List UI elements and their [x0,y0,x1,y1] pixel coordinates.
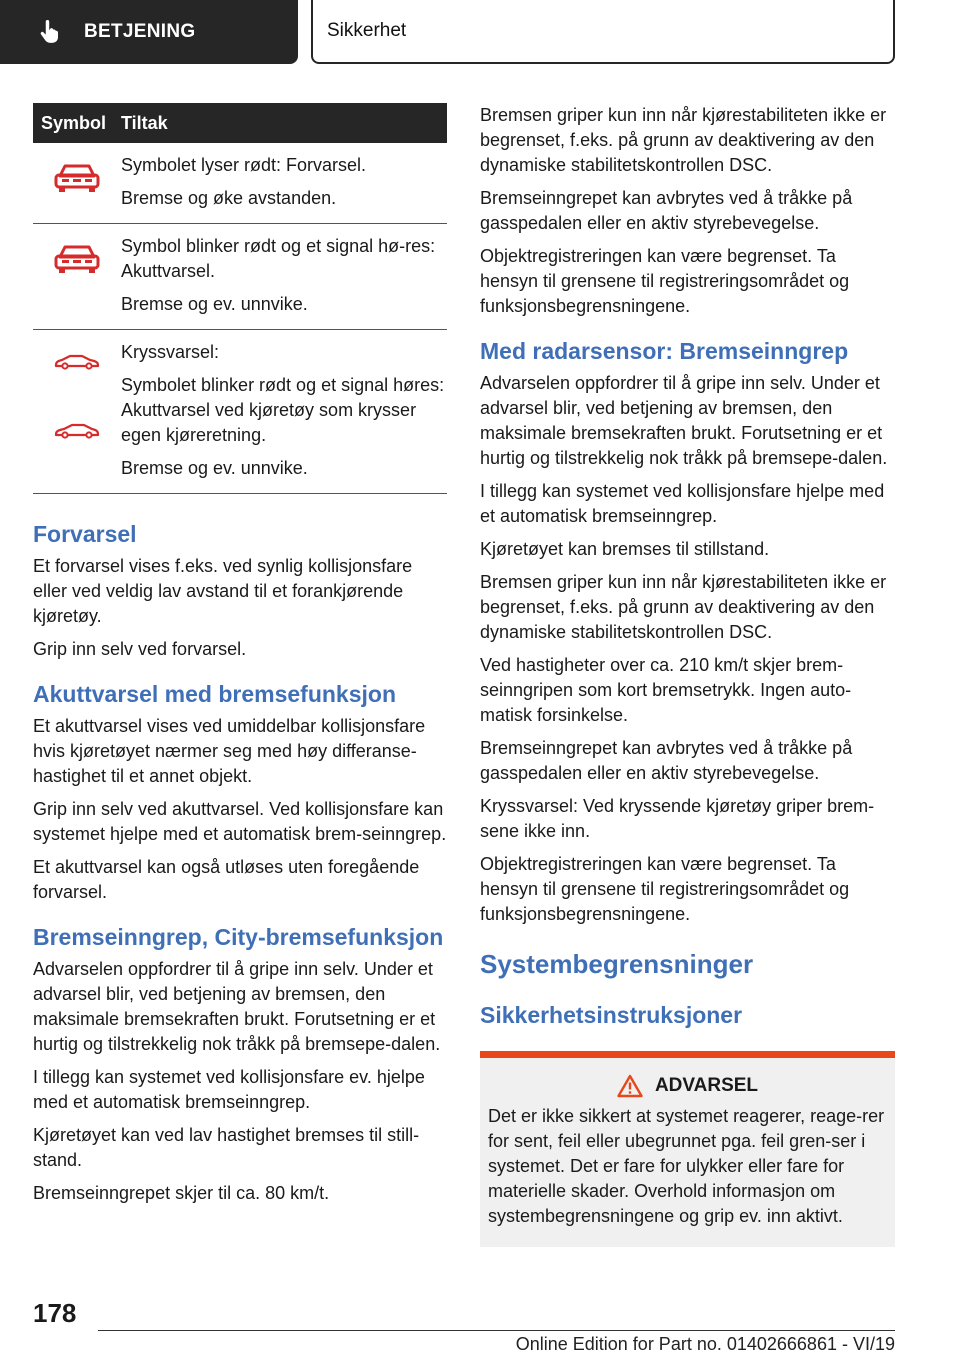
page-title-box [311,0,895,64]
paragraph: Objektregistreringen kan være begrenset. Ta hensyn til grensene til registreringsområdet og funksjonsbegrensningene. [480,246,850,316]
section-tab[interactable] [0,0,298,64]
section-label: BETJENING [84,21,196,42]
action-cell [121,143,447,224]
table-header-row [33,103,447,143]
heading-safety: Sikkerhetsinstruksjoner [480,1002,743,1028]
action-cell [121,224,447,330]
section-forvarsel [33,520,447,662]
paragraph: I tillegg kan systemet ved kollisjonsfare hjelpe med et automatisk bremseinngrep. [480,481,885,526]
left-column [33,103,447,1220]
paragraph: Ved hastigheter over ca. 210 km/t skjer brem-seinngripen som kort bremsetrykk. Ingen auto-matisk forsinkelse. [480,655,852,725]
row-text: Bremse og ev. unnvike. [121,458,308,478]
paragraph: Bremseinngrepet kan avbrytes ved å tråkke på gasspedalen eller en aktiv styrebevegelse. [480,738,853,783]
warning-title: ADVARSEL [654,1075,759,1096]
symbol-cell [33,224,121,330]
warning-triangle-icon [617,1074,643,1098]
section-city-brake [33,923,447,1206]
car-side-left-red-icon [53,352,101,370]
action-cell [121,330,447,494]
paragraph: Bremseinngrepet kan avbrytes ved å tråkke på gasspedalen eller en aktiv styrebevegelse. [480,188,853,233]
paragraph: Kjøretøyet kan bremses til stillstand. [480,539,770,559]
car-front-red-icon [53,244,101,274]
heading-system-limits: Systembegrensninger [480,949,754,979]
row-text: Kryssvarsel: [121,342,220,362]
hand-pointer-icon [36,19,62,45]
paragraph: I tillegg kan systemet ved kollisjonsfare ev. hjelpe med et automatisk bremseinngrep. [33,1067,425,1112]
page-title: Sikkerhet [327,20,407,41]
warning-box [480,1051,895,1247]
paragraph: Bremsen griper kun inn når kjørestabiliteten ikke er begrenset, f.eks. på grunn av deaktivering av den dynamiske stabilitetskontrollen DSC. [480,105,887,175]
paragraph: Grip inn selv ved forvarsel. [33,639,247,659]
symbol-cell [33,143,121,224]
paragraph: Bremsen griper kun inn når kjørestabiliteten ikke er begrenset, f.eks. på grunn av deaktivering av den dynamiske stabilitetskontrollen DSC. [480,572,887,642]
paragraph: Advarselen oppfordrer til å gripe inn selv. Under et advarsel blir, ved betjening av bremsen, den maksimale bremsekraften brukt. Forutsetning er et hurtig og tilstrekkelig nok tråkk på bremsepe-dalen. [480,373,888,468]
table-row [33,224,447,330]
paragraph: Kjøretøyet kan ved lav hastighet bremses til still-stand. [33,1125,420,1170]
paragraph: Et akuttvarsel vises ved umiddelbar kollisjonsfare hvis kjøretøyet nærmer seg med høy differanse-hastighet til et annet objekt. [33,716,426,786]
symbol-table [33,103,447,494]
paragraph: Et akuttvarsel kan også utløses uten foregående forvarsel. [33,857,420,902]
table-row [33,330,447,494]
column-header-symbol: Symbol [33,103,121,143]
paragraph: Objektregistreringen kan være begrenset. Ta hensyn til grensene til registreringsområdet og funksjonsbegrensningene. [480,854,850,924]
row-text: Bremse og øke avstanden. [121,188,337,208]
row-text: Symbolet blinker rødt og et signal høres: Akuttvarsel ved kjøretøy som krysser egen kjøreretning. [121,375,445,445]
section-radar [480,337,895,927]
section-akuttvarsel [33,680,447,905]
page-number: 178 [33,1298,77,1328]
car-front-red-icon [53,163,101,193]
row-text: Bremse og ev. unnvike. [121,294,308,314]
heading-city-brake: Bremseinngrep, City-bremsefunksjon [33,924,444,950]
warning-text: Det er ikke sikkert at systemet reagerer, reage-rer for sent, feil eller ubegrunnet pga. feil gren-ser i systemet. Det er fare for ulykker eller fare for materielle skader. Overhold informasjon om systembegrensningene og grip ev. inn aktivt. [488,1106,885,1226]
heading-akuttvarsel: Akuttvarsel med bremsefunksjon [33,681,397,707]
row-text: Symbol blinker rødt og et signal hø-res: Akuttvarsel. [121,236,436,281]
paragraph: Kryssvarsel: Ved kryssende kjøretøy griper brem-sene ikke inn. [480,796,875,841]
column-header-action: Tiltak [121,103,447,143]
paragraph: Et forvarsel vises f.eks. ved synlig kollisjonsfare eller ved veldig lav avstand til et forankjørende kjøretøy. [33,556,413,626]
heading-forvarsel: Forvarsel [33,521,137,547]
car-side-right-red-icon [53,421,101,439]
footer-edition: Online Edition for Part no. 01402666861 - VI/19 [515,1334,895,1354]
heading-radar: Med radarsensor: Bremseinngrep [480,338,849,364]
paragraph: Bremseinngrepet skjer til ca. 80 km/t. [33,1183,330,1203]
table-row [33,143,447,224]
right-column [480,103,895,1247]
symbol-cell [33,330,121,494]
row-text: Symbolet lyser rødt: Forvarsel. [121,155,367,175]
footer-divider [98,1330,895,1331]
paragraph: Grip inn selv ved akuttvarsel. Ved kollisjonsfare kan systemet hjelpe med et automatisk brem-seinngrep. [33,799,447,844]
paragraph: Advarselen oppfordrer til å gripe inn selv. Under et advarsel blir, ved betjening av bremsen, den maksimale bremsekraften brukt. Forutsetning er et hurtig og tilstrekkelig nok tråkk på bremsepe-dalen. [33,959,441,1054]
warning-header [488,1074,887,1098]
